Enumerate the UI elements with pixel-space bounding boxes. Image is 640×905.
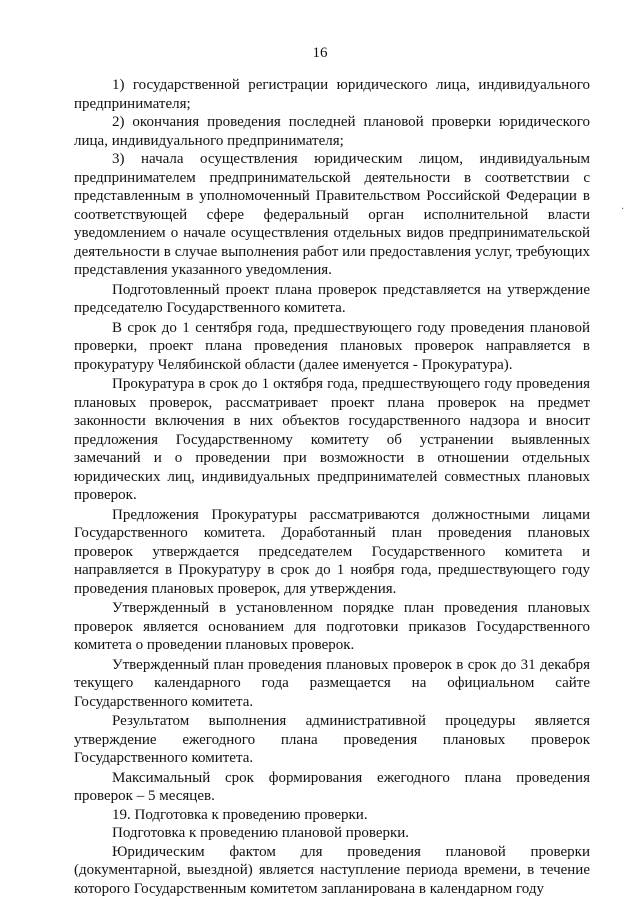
document-body [74, 76, 590, 898]
paragraph-item-3: 3) начала осуществления юридическим лицом, индивидуальным предпринимателем предпринимательской деятельности в соответствии с представленным в уполномоченный Правительством Российской Федерации в соответствующей сфере федеральный орган исполнительной власти уведомлением о начале осуществления отдельных видов предпринимательской деятельности в случае выполнения работ или предоставления услуг, требующих представления указанного уведомления. [74, 151, 590, 278]
margin-mark: · [621, 204, 625, 215]
paragraph-prosecutor-review: Прокуратура в срок до 1 октября года, предшествующего году проведения плановых проверок, рассматривает проект плана проверок на предмет законности включения в них объектов государственного надзора и вносит предложения Государственному комитету об устранении выявленных замечаний и о проведении при возможности в отношении отдельных юридических лиц, индивидуальных предпринимателей совместных плановых проверок. [74, 376, 590, 503]
paragraph-deadline-september: В срок до 1 сентября года, предшествующего году проведения плановой проверки, проект плана проведения плановых проверок направляется в прокуратуру Челябинской области (далее именуется - Прокуратура). [74, 319, 590, 373]
paragraph-plan-submission: Подготовленный проект плана проверок представляется на утверждение председателю Государственного комитета. [74, 281, 590, 316]
paragraph-max-duration: Максимальный срок формирования ежегодного плана проведения проверок – 5 месяцев. [74, 769, 590, 804]
paragraph-procedure-result: Результатом выполнения административной процедуры является утверждение ежегодного плана проведения плановых проверок Государственного комитета. [74, 713, 590, 766]
paragraph-item-2: 2) окончания проведения последней плановой проверки юридического лица, индивидуального предпринимателя; [74, 114, 590, 149]
paragraph-approved-plan-basis: Утвержденный в установленном порядке план проведения плановых проверок является основанием для подготовки приказов Государственного комитета о проведении плановых проверок. [74, 600, 590, 653]
paragraph-plan-publication: Утвержденный план проведения плановых проверок в срок до 31 декабря текущего календарного года размещается на официальном сайте Государственного комитета. [74, 656, 590, 710]
paragraph-item-1: 1) государственной регистрации юридического лица, индивидуального предпринимателя; [74, 77, 590, 112]
page-number: 16 [312, 45, 328, 61]
paragraph-proposals: Предложения Прокуратуры рассматриваются должностными лицами Государственного комитета. Доработанный план проведения плановых проверок утверждается председателем Государственного комитета и направляется в Прокуратуру в срок до 1 ноября года, предшествующего году проведения плановых проверок, для утверждения. [74, 506, 590, 597]
subheading-planned-check-prep: Подготовка к проведению плановой проверки. [112, 825, 410, 841]
paragraph-legal-fact: Юридическим фактом для проведения плановой проверки (документарной, выездной) является наступление периода времени, в течение которого Государственным комитетом запланирована в календарном году [74, 843, 590, 897]
section-heading-19: 19. Подготовка к проведению проверки. [112, 806, 368, 823]
